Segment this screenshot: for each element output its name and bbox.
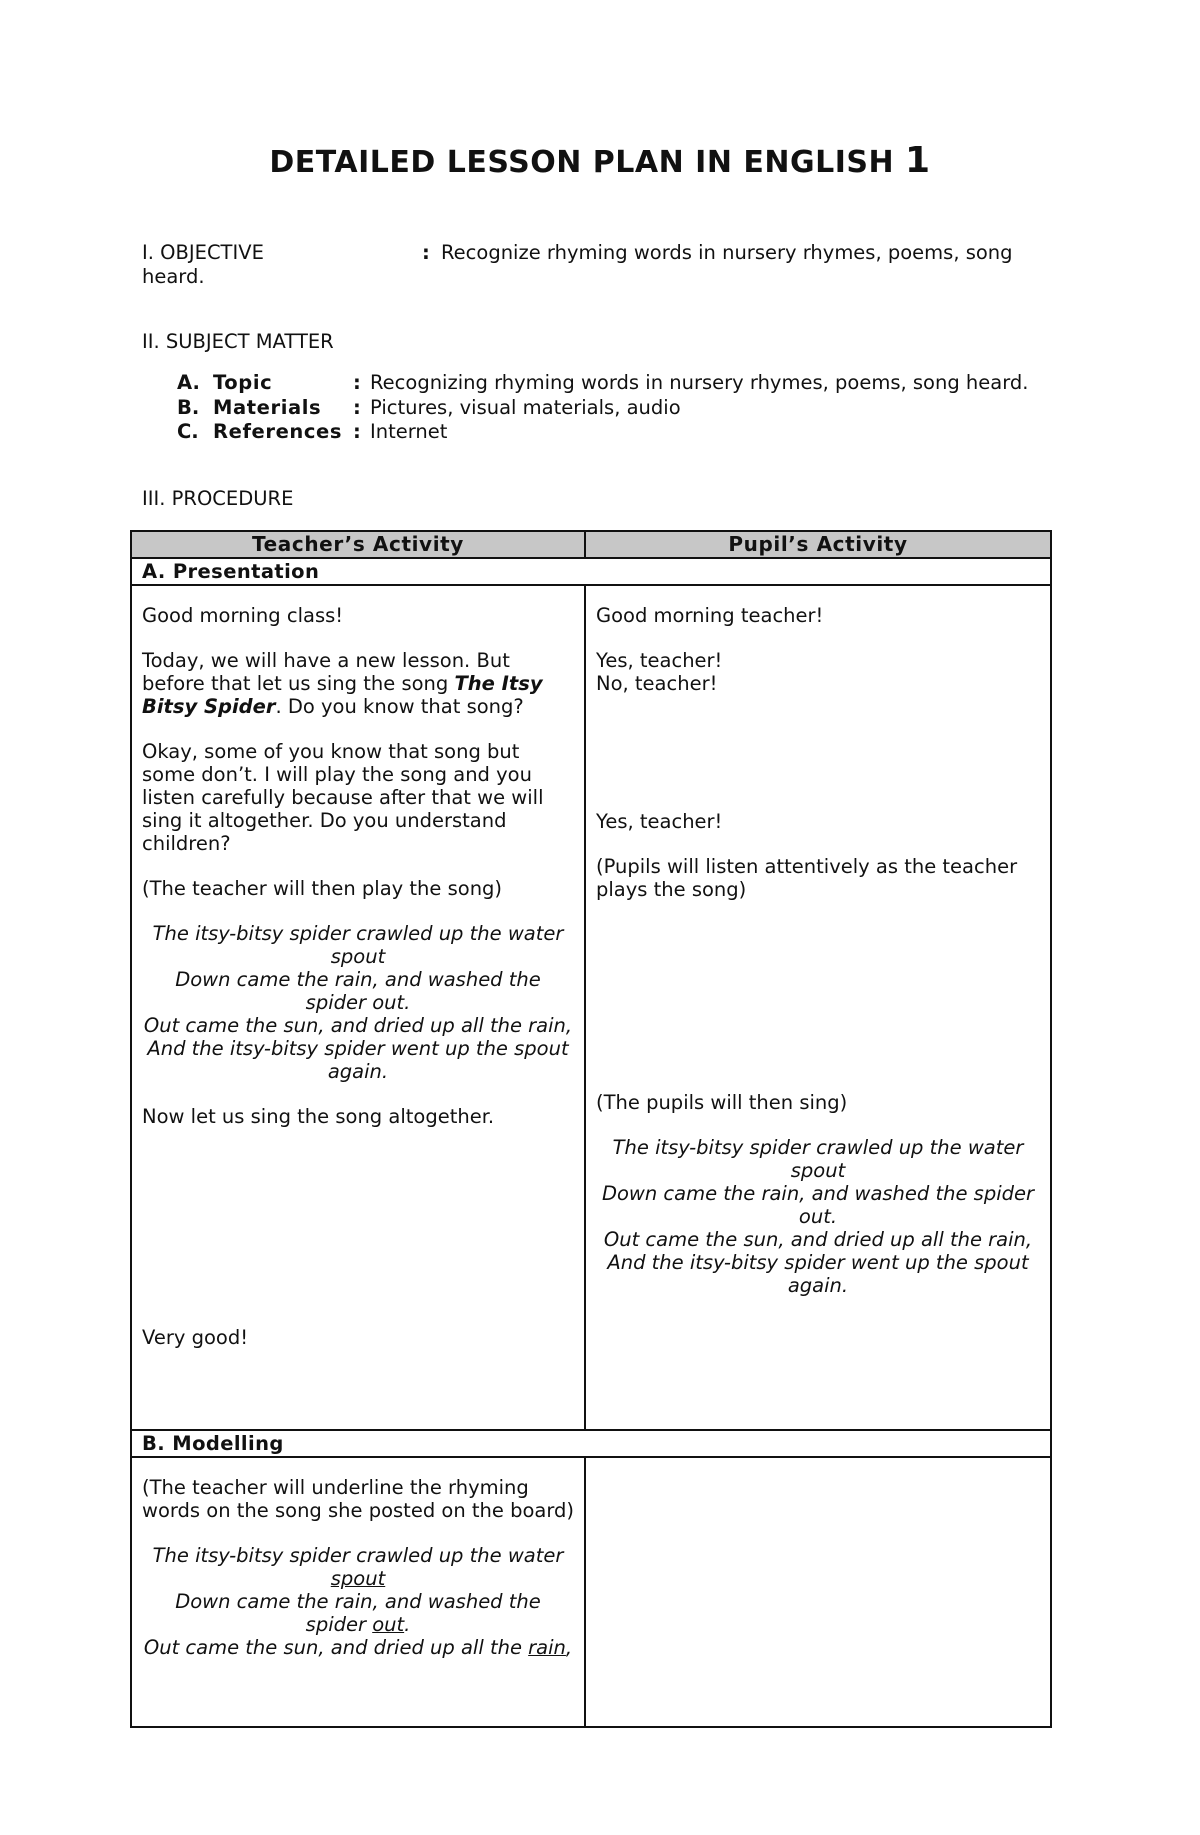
subject-item-letter: C. [177,420,199,443]
teacher-play: (The teacher will then play the song) [142,877,503,900]
subject-item-value: Recognizing rhyming words in nursery rhymes, poems, song heard. [370,371,1029,394]
song-line: And the itsy-bitsy spider went up the spout again. [147,1037,569,1083]
section-row [131,558,1051,585]
rhyming-word: out [372,1613,405,1636]
table-row [131,1457,1051,1727]
subject-matter-heading: II. SUBJECT MATTER [142,330,334,353]
document-title [0,140,1200,181]
song-text: . [404,1613,411,1636]
rhyming-word: spout [330,1567,386,1590]
pupil-yes-understand: Yes, teacher! [596,810,723,833]
song-line: Out came the sun, and dried up all the rain, [143,1014,573,1037]
teacher-sing-together: Now let us sing the song altogether. [142,1105,495,1128]
song-line: Down came the rain, and washed the spider out. [601,1182,1035,1228]
lesson-intro-text: . Do you know that song? [275,695,524,718]
song-text: Out came the sun, and dried up all the [143,1636,529,1659]
song-title: The Itsy Bitsy Spider [142,672,543,718]
teacher-very-good: Very good! [142,1326,249,1349]
subject-item-colon: : [353,371,361,394]
objective-text: Recognize rhyming words in nursery rhymes, poems, song [441,241,1013,264]
song-line: The itsy-bitsy spider crawled up the water spout [152,922,564,968]
lesson-intro-text: Today, we will have a new lesson. But before that let us sing the song [142,649,510,695]
subject-item-colon: : [353,396,361,419]
teacher-lesson-intro [142,649,574,718]
subject-item-colon: : [353,420,361,443]
table-row [131,585,1051,1430]
procedure-table [130,530,1052,1728]
rhyming-word: rain [528,1636,566,1659]
subject-item-letter: A. [177,371,200,394]
section-title-modelling: B. Modelling [131,1430,1051,1457]
section-title-presentation: A. Presentation [131,558,1051,585]
pupil-activity-cell [585,585,1051,1430]
teacher-greeting: Good morning class! [142,604,344,627]
pupil-listen: (Pupils will listen attentively as the teacher plays the song) [596,855,1018,901]
section-row [131,1430,1051,1457]
pupil-sing: (The pupils will then sing) [596,1091,848,1114]
subject-item-value: Internet [370,420,448,443]
song-line: Down came the rain, and washed the spider out. [175,968,541,1014]
song-line [142,1544,574,1590]
song-line: Out came the sun, and dried up all the rain, [603,1228,1033,1251]
subject-item-letter: B. [177,396,200,419]
objective-label: I. OBJECTIVE [142,241,264,264]
pupil-activity-header: Pupil’s Activity [585,531,1051,558]
song-line: And the itsy-bitsy spider went up the spout again. [607,1251,1029,1297]
subject-item-value: Pictures, visual materials, audio [370,396,681,419]
procedure-heading: III. PROCEDURE [142,487,294,510]
pupil-no: No, teacher! [596,672,718,695]
teacher-activity-header: Teacher’s Activity [131,531,585,558]
pupil-activity-cell [585,1457,1051,1727]
song-line [142,1636,574,1659]
pupil-greeting: Good morning teacher! [596,604,824,627]
objective-continuation: heard. [142,265,205,288]
song-line [142,1590,574,1636]
song-text: The itsy-bitsy spider crawled up the water [152,1544,564,1567]
title-number: 1 [905,140,931,181]
pupil-yes: Yes, teacher! [596,649,723,672]
objective-colon: : [422,241,430,264]
song-text: Down came the rain, and washed the spider [175,1590,541,1636]
subject-item-label: Materials [213,396,322,419]
teacher-instruction: (The teacher will underline the rhyming words on the song she posted on the board) [142,1476,575,1522]
teacher-activity-cell [131,585,585,1430]
teacher-okay: Okay, some of you know that song but some don’t. I will play the song and you listen carefully because after that we will sing it altogether. Do you understand children? [142,740,544,855]
subject-item-label: Topic [213,371,273,394]
table-header-row [131,531,1051,558]
subject-item-label: References [213,420,343,443]
song-line: The itsy-bitsy spider crawled up the water spout [612,1136,1024,1182]
title-text: DETAILED LESSON PLAN IN ENGLISH [269,145,895,180]
teacher-activity-cell [131,1457,585,1727]
song-text: , [565,1636,573,1659]
